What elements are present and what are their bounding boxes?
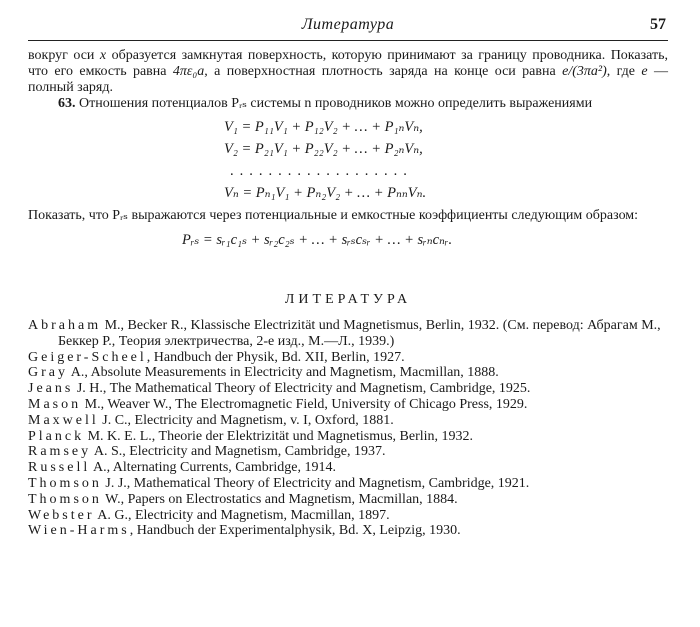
reference-item [28,318,668,350]
reference-author: Wien-Harms [28,523,130,539]
text-run: — полный заряд. [28,64,669,95]
reference-text: W., Papers on Electrostatics and Magnetism, Macmillan, 1884. [101,491,458,507]
reference-item [28,460,668,476]
reference-text: A., Absolute Measurements in Electricity and Magnetism, Macmillan, 1888. [68,365,499,381]
reference-item [28,365,668,381]
reference-text: , Handbuch der Experimentalphysik, Bd. X, Leipzig, 1930. [129,523,461,539]
equation-prs: Pᵣₛ = sᵣ₁c₁ₛ + sᵣ₂c₂ₛ + … + sᵣₛcₛᵣ + … + sᵣₙcₙᵣ. [182,232,453,248]
text-run: вокруг оси [28,48,100,63]
reference-text: M., Becker R., Klassische Electrizität und Magnetismus, Berlin, 1932. (См. перевод: Абрагам М., Беккер Р., Теория электричества, 2-е изд., М.—Л., 1939.) [58,318,661,349]
reference-item [28,508,668,524]
paragraph-show-that: Показать, что Pᵣₛ выражаются через потенциальные и емкостные коэффициенты следующим образом: [28,208,639,223]
reference-author: Thomson [28,491,102,507]
reference-author: Thomson [28,475,102,491]
page-body [28,48,668,539]
reference-text: , Handbuch der Physik, Bd. XII, Berlin, 1927. [146,349,405,365]
math-charge-density: e/(3πa²) [562,64,607,79]
equation-ellipsis-row: ................... [230,163,413,179]
references-list [28,318,668,539]
reference-author: Jeans [28,381,74,397]
reference-text: J. J., Mathematical Theory of Electricity and Magnetism, Cambridge, 1921. [101,475,530,491]
text-run: , где [606,64,642,79]
reference-item [28,429,668,445]
reference-item [28,413,668,429]
reference-item [28,492,668,508]
reference-author: Geiger-Scheel [28,349,147,365]
reference-text: M. K. E. L., Theorie der Elektrizität und Magnetismus, Berlin, 1932. [84,428,474,444]
equation-line-n: Vₙ = Pₙ₁V₁ + Pₙ₂V₂ + … + PₙₙVₙ. [224,185,427,201]
text-run: образуется замкнутая поверхность, которую принимают за границу проводника. Показать, что его емкость равна [28,48,668,79]
equation-system [224,116,668,204]
running-header [28,14,668,41]
equation-line-1: V₁ = P₁₁V₁ + P₁₂V₂ + … + P₁ₙVₙ, [224,119,423,135]
running-title: Литература [301,16,395,33]
reference-text: J. H., The Mathematical Theory of Electricity and Magnetism, Cambridge, 1925. [73,381,531,397]
reference-author: Ramsey [28,444,92,460]
reference-item [28,444,668,460]
reference-item [28,476,668,492]
problem-number: 63. [58,96,76,111]
reference-text: M., Weaver W., The Electromagnetic Field, University of Chicago Press, 1929. [81,396,528,412]
reference-author: Gray [28,365,68,381]
paragraph-problem-63 [28,96,668,112]
text-run: Отношения потенциалов Pᵣₛ системы n проводников можно определить выражениями [75,96,593,111]
reference-author: Planck [28,428,85,444]
reference-author: Maxwell [28,412,99,428]
page-number: 57 [650,16,666,33]
math-capacitance: 4πε₀a [172,64,205,79]
references-heading: ЛИТЕРАТУРА [284,292,412,307]
reference-author: Russell [28,460,91,476]
math-e: e [641,64,648,79]
reference-author: Abraham [28,318,102,333]
reference-text: A., Alternating Currents, Cambridge, 1914. [90,460,336,476]
reference-author: Webster [28,507,95,523]
reference-item [28,397,668,413]
reference-author: Mason [28,396,82,412]
reference-item [28,381,668,397]
equation-line-2: V₂ = P₂₁V₁ + P₂₂V₂ + … + P₂ₙVₙ, [224,141,423,157]
reference-item [28,523,668,539]
reference-item [28,350,668,366]
math-x: x [99,48,107,63]
paragraph-problem-62-end [28,48,668,96]
reference-text: A. S., Electricity and Magnetism, Cambridge, 1937. [91,444,386,460]
reference-text: A. G., Electricity and Magnetism, Macmillan, 1897. [94,507,390,523]
text-run: , а поверхностная плотность заряда на конце оси равна [204,64,563,79]
reference-text: J. C., Electricity and Magnetism, v. I, Oxford, 1881. [98,412,394,428]
